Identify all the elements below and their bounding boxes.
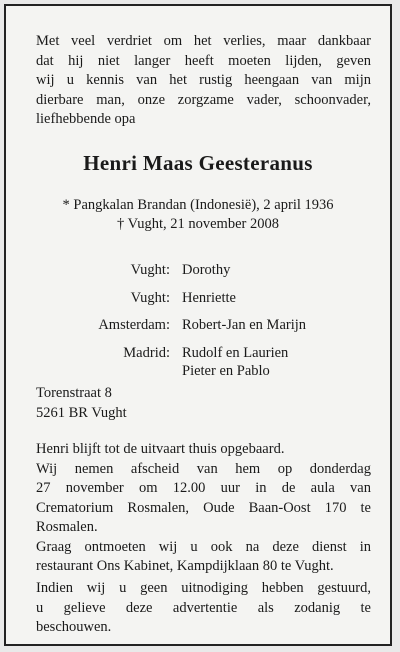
relative-place: Vught:: [130, 262, 170, 278]
relative-names: Robert-Jan en Marijn: [182, 317, 307, 333]
closing-line: beschouwen.: [36, 619, 112, 635]
intro-line: dierbare man, onze zorgzame vader, schoonvader,: [36, 91, 371, 108]
relative-names: Dorothy: [182, 262, 231, 278]
address-street: Torenstraat 8: [36, 385, 112, 401]
details-line: Graag ontmoeten wij u ook na deze dienst in: [36, 538, 371, 555]
intro-text: [36, 32, 371, 130]
relative-place: Vught:: [130, 290, 170, 306]
funeral-details: [36, 440, 371, 577]
details-line: Rosmalen.: [36, 519, 98, 535]
relative-place: Madrid:: [123, 345, 170, 361]
death-line: † Vught, 21 november 2008: [117, 216, 279, 232]
relative-place: Amsterdam:: [98, 317, 170, 333]
relative-names: Henriette: [182, 290, 236, 306]
address-city: 5261 BR Vught: [36, 404, 127, 421]
obituary-card: [4, 4, 392, 646]
intro-line: wij u kennis van het rustig heengaan van mijn: [36, 72, 371, 88]
intro-line: dat hij niet langer heeft moeten lijden, geven: [36, 52, 371, 69]
relative-names: Rudolf en Laurien: [182, 345, 289, 361]
closing-line: Indien wij u geen uitnodiging hebben gestuurd,: [36, 580, 371, 596]
details-line: Crematorium Rosmalen, Oude Baan-Oost 170 te: [36, 499, 371, 516]
closing-line: u gelieve deze advertentie als zodanig te: [36, 599, 371, 616]
intro-line: Met veel verdriet om het verlies, maar dankbaar: [36, 33, 371, 49]
deceased-name: Henri Maas Geesteranus: [83, 151, 313, 175]
details-line: restaurant Ons Kabinet, Kampdijklaan 80 te Vught.: [36, 558, 334, 574]
details-line: 27 november om 12.00 uur in de aula van: [36, 480, 371, 496]
birth-line: * Pangkalan Brandan (Indonesië), 2 april 1936: [62, 197, 334, 213]
details-line: Henri blijft tot de uitvaart thuis opgebaard.: [36, 441, 285, 457]
closing-note: [36, 579, 371, 638]
details-line: Wij nemen afscheid van hem op donderdag: [36, 460, 371, 477]
relative-names: Pieter en Pablo: [182, 363, 270, 379]
intro-line: liefhebbende opa: [36, 111, 136, 127]
address: [36, 384, 371, 423]
life-dates: [6, 196, 390, 234]
